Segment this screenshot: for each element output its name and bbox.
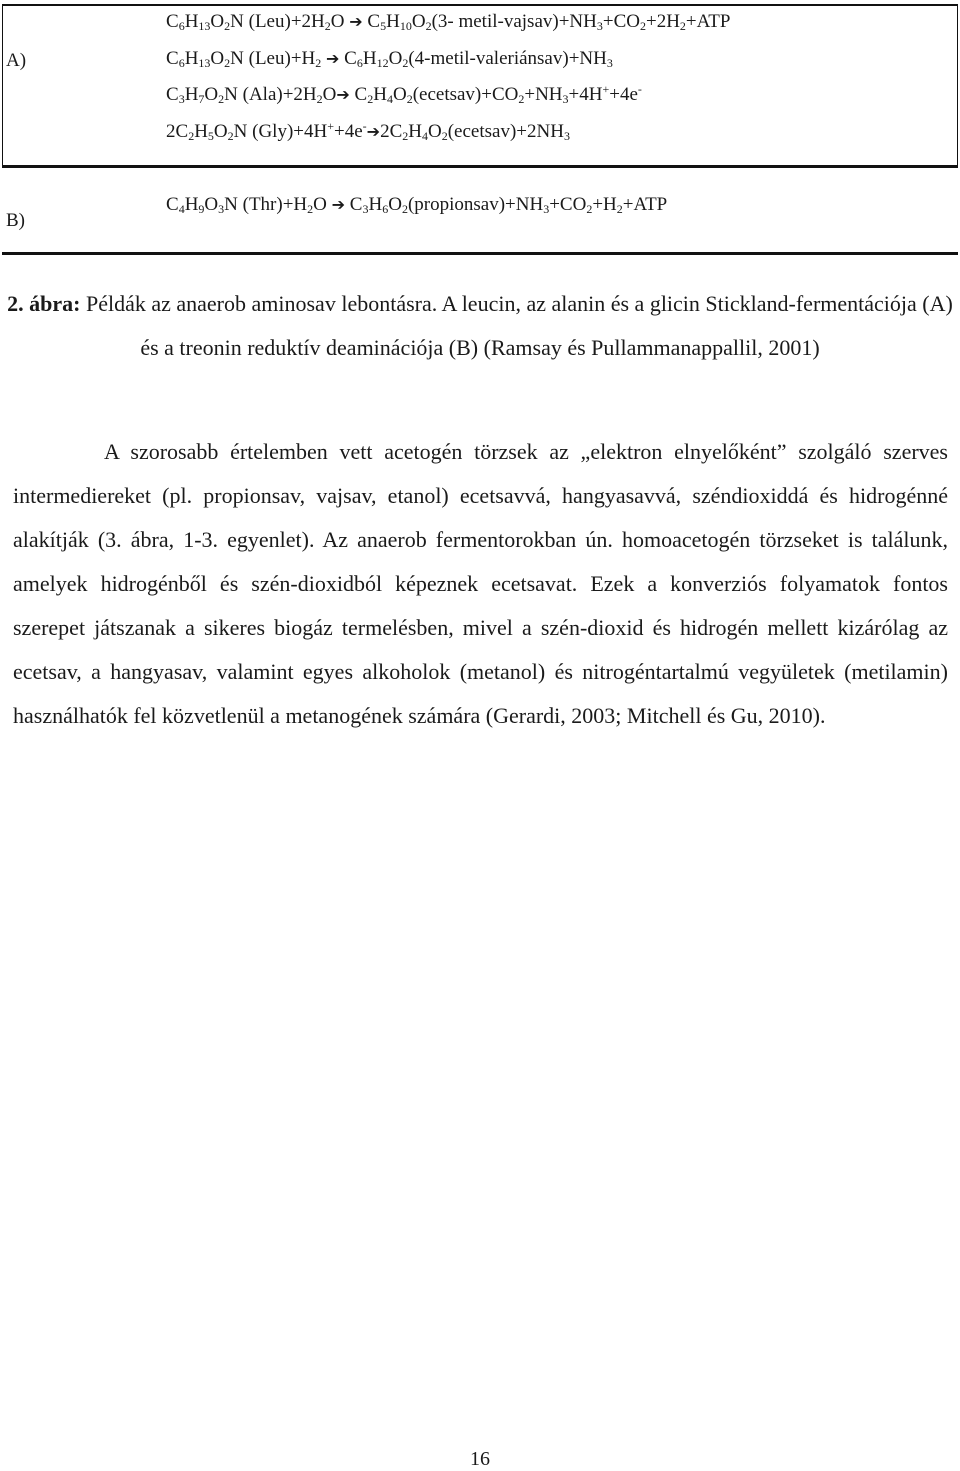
body-paragraph [13,430,948,738]
caption-title: Példák az anaerob aminosav lebontásra. [80,291,438,316]
figure-caption [0,282,960,370]
equation-leu-2: $C_6H_{13}O_2N$ $(Leu)+H_2$ ➔ $C_6H_{12}O_2(4-metil-valeriánsav)+NH_3$ [166,48,613,70]
table-left-border [2,4,3,166]
caption-label: 2. ábra: [7,291,81,316]
table-mid-rule [2,165,958,168]
table-top-rule [2,4,958,6]
section-b-label: B) [6,210,25,231]
table-right-border [957,4,958,166]
equation-leu-1: $C_6H_{13}O_2N$ $(Leu)+2H_2O$ ➔ $C_5H_{10}O_2(3-$ metil-$vajsav)+NH_3+CO_2+2H_2+ATP$ [166,11,731,33]
caption-text: A leucin, az alanin és a glicin Stickland-fermentációja (A) és a treonin reduktív deaminációja (B) (Ramsay és Pullammanappallil, 2001) [140,291,953,360]
equation-gly: $2C_2H_5O_2N$ $(Gly)+4H^++4e^-➔2C_2H_4O_2(ecetsav)+2NH_3$ [166,119,570,143]
section-a-label: A) [6,50,27,71]
page-number: 16 [470,1448,490,1470]
paragraph-text: A szorosabb értelemben vett acetogén törzsek az „elektron elnyelőként” szolgáló szerves intermediereket (pl. propionsav, vajsav, etanol) ecetsavvá, hangyasavvá, széndioxiddá és hidrogénné alakítják (3. ábra, 1-3. egyenlet). Az anaerob fermentorokban ún. homoacetogén törzseket is találunk, amelyek hidrogénből és szén-dioxidból képeznek ecetsavat. Ezek a konverziós folyamatok fontos szerepet játszanak a sikeres biogáz termelésben, mivel a szén-dioxid és hidrogén mellett kizárólag az ecetsav, a hangyasav, valamint egyes alkoholok (metanol) és nitrogéntartalmú vegyületek (metilamin) használhatók fel közvetlenül a metanogének számára (Gerardi, 2003; Mitchell és Gu, 2010). [13,439,948,728]
equation-thr: $C_4H_9O_3N$ $(Thr)+H_2O$ ➔ $C_3H_6O_2(propionsav)+NH_3+CO_2+H_2+ATP$ [166,194,668,216]
equation-ala: $C_3H_7O_2N$ $(Ala)+2H_2O➔$ $C_2H_4O_2(ecetsav)+CO_2+NH_3+4H^++4e^-$ [166,82,642,106]
table-bottom-rule [2,252,958,255]
